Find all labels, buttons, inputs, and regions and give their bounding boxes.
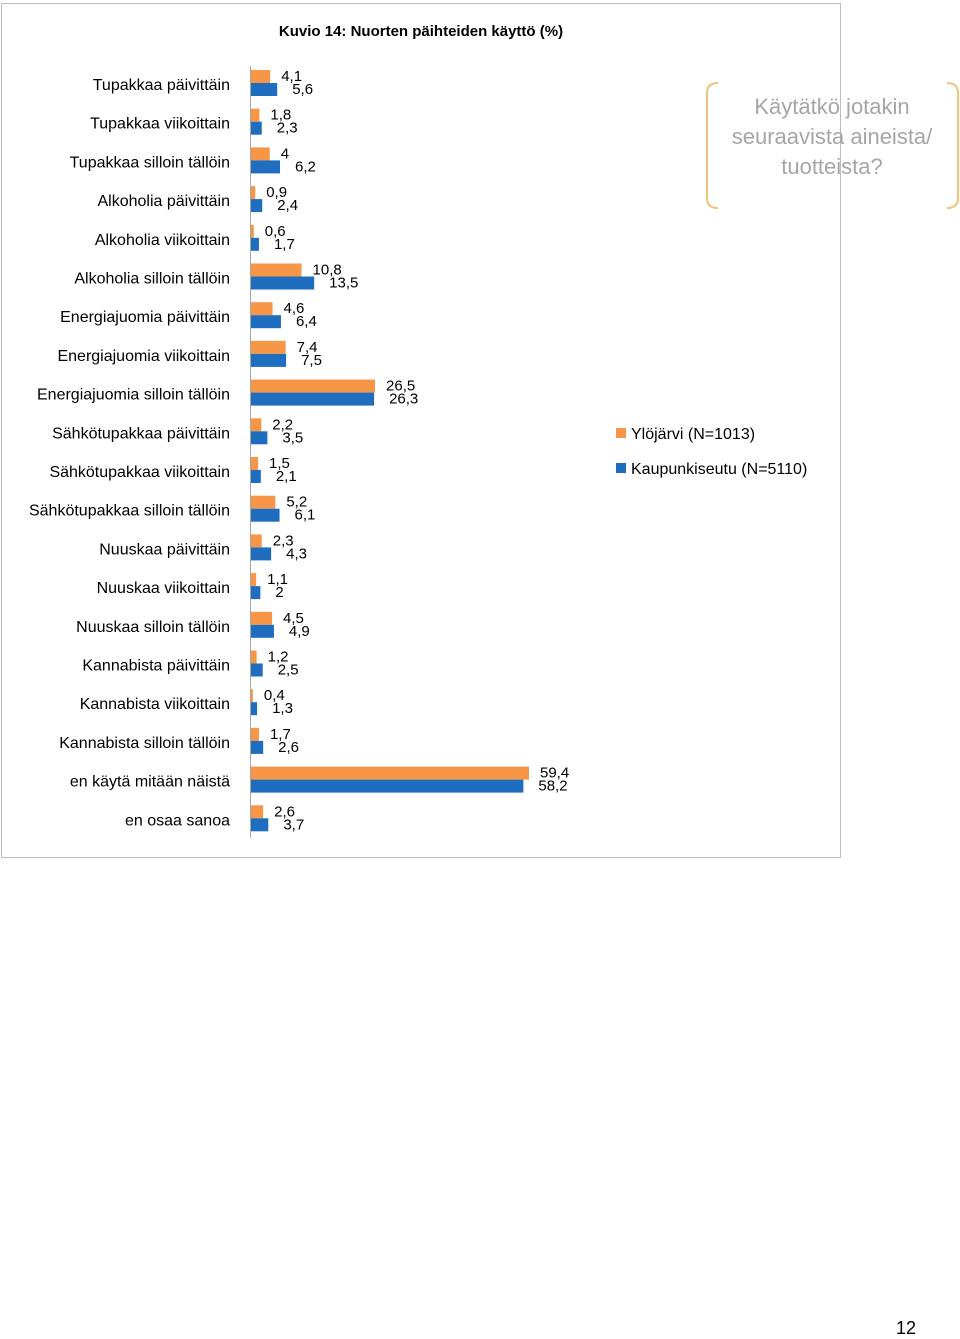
page-number: 12	[896, 1318, 917, 1338]
data-label: 3,7	[283, 816, 305, 834]
data-label: 0,9	[266, 184, 288, 202]
data-label: 1,5	[269, 455, 290, 472]
category-label: Tupakkaa viikoittain	[90, 115, 230, 133]
category-label: Kannabista viikoittain	[79, 696, 230, 714]
data-label: 5,6	[292, 81, 314, 98]
legend-swatch-ylojarvi	[616, 428, 626, 438]
data-label: 26,3	[389, 390, 419, 408]
bar-ylojarvi	[251, 186, 255, 199]
legend-label-kaupunkiseutu: Kaupunkiseutu (N=5110)	[631, 461, 808, 478]
bar-kaupunkiseutu	[251, 547, 271, 560]
bar-kaupunkiseutu	[251, 160, 280, 173]
bar-kaupunkiseutu	[251, 238, 259, 251]
data-label: 2	[275, 584, 284, 602]
callout-right-bracket	[947, 83, 958, 208]
data-label: 6,2	[295, 158, 316, 176]
bar-ylojarvi	[251, 496, 275, 509]
data-label: 6,1	[294, 506, 316, 524]
bar-ylojarvi	[251, 534, 262, 547]
bar-kaupunkiseutu	[251, 741, 263, 754]
category-label: Tupakkaa silloin tällöin	[69, 154, 230, 172]
question-callout	[707, 83, 958, 208]
callout-line-3: tuotteista?	[781, 154, 883, 179]
category-label: Nuuskaa silloin tällöin	[76, 618, 230, 636]
bar-ylojarvi	[251, 302, 273, 315]
data-label: 0,6	[264, 222, 286, 240]
category-label: Sähkötupakkaa viikoittain	[49, 464, 230, 481]
data-label: 4,5	[283, 609, 304, 627]
data-label: 13,5	[329, 274, 359, 292]
bar-kaupunkiseutu	[251, 315, 281, 328]
data-label: 2,3	[272, 532, 294, 550]
bar-ylojarvi	[251, 418, 261, 431]
data-label: 1,8	[270, 106, 292, 124]
chart-title: Kuvio 14: Nuorten päihteiden käyttö (%)	[278, 23, 564, 40]
bar-ylojarvi	[251, 264, 302, 277]
data-label: 3,5	[282, 429, 304, 447]
data-label: 58,2	[538, 777, 568, 795]
category-label: Energiajuomia viikoittain	[57, 347, 230, 365]
data-label: 6,4	[295, 313, 317, 331]
data-label: 2,4	[277, 197, 299, 215]
bar-ylojarvi	[251, 805, 263, 818]
bar-kaupunkiseutu	[251, 431, 267, 444]
legend-label-ylojarvi: Ylöjärvi (N=1013)	[631, 426, 756, 443]
category-label: Alkoholia päivittäin	[97, 193, 230, 211]
category-label: Sähkötupakkaa päivittäin	[52, 425, 230, 443]
data-label: 7,5	[301, 351, 322, 369]
data-label: 1,1	[267, 571, 289, 589]
category-label: Kannabista päivittäin	[82, 657, 230, 675]
data-label: 10,8	[312, 261, 342, 279]
bar-kaupunkiseutu	[251, 122, 262, 135]
data-label: 1,7	[273, 235, 295, 253]
category-label: Sähkötupakkaa silloin tällöin	[28, 502, 230, 520]
bar-kaupunkiseutu	[251, 199, 262, 212]
bar-kaupunkiseutu	[251, 664, 263, 677]
category-label: Alkoholia silloin tällöin	[74, 270, 230, 288]
callout-left-bracket	[707, 83, 718, 208]
legend	[616, 426, 807, 478]
bar-kaupunkiseutu	[251, 625, 274, 638]
data-label: 4,3	[286, 545, 307, 563]
category-label: Energiajuomia päivittäin	[60, 309, 230, 327]
data-label: 7,4	[296, 338, 318, 356]
data-label: 2,2	[272, 416, 294, 434]
data-label: 5,2	[286, 493, 308, 511]
data-label: 26,5	[386, 377, 416, 395]
category-label: Nuuskaa päivittäin	[99, 541, 230, 559]
bar-kaupunkiseutu	[251, 354, 286, 367]
bar-ylojarvi	[251, 457, 258, 470]
bar-ylojarvi	[251, 225, 254, 238]
bar-ylojarvi	[251, 767, 529, 780]
data-label: 2,5	[277, 661, 299, 679]
data-label: 4,9	[288, 622, 310, 640]
bar-kaupunkiseutu	[251, 586, 260, 599]
bar-ylojarvi	[251, 380, 375, 393]
bar-ylojarvi	[251, 573, 256, 586]
bar-ylojarvi	[251, 728, 259, 741]
category-label: en osaa sanoa	[125, 812, 230, 830]
data-label: 2,6	[278, 738, 300, 756]
data-label: 59,4	[539, 764, 570, 782]
data-label: 4,6	[283, 300, 305, 318]
bar-ylojarvi	[251, 341, 286, 354]
data-label: 2,3	[276, 119, 298, 137]
bar-ylojarvi	[251, 612, 272, 625]
callout-line-1: Käytätkö jotakin	[754, 94, 910, 119]
data-label: 4,1	[281, 68, 303, 85]
category-label: en käytä mitään näistä	[69, 773, 230, 791]
category-label: Tupakkaa päivittäin	[92, 77, 230, 94]
category-label: Nuuskaa viikoittain	[96, 580, 230, 598]
bar-kaupunkiseutu	[251, 780, 523, 793]
bar-ylojarvi	[251, 70, 270, 83]
data-label: 4	[280, 145, 290, 163]
data-label: 1,2	[267, 648, 289, 666]
category-label: Kannabista silloin tällöin	[59, 734, 230, 752]
bar-kaupunkiseutu	[251, 470, 261, 483]
data-label: 2,1	[275, 468, 297, 485]
bar-ylojarvi	[251, 109, 259, 122]
category-label: Energiajuomia silloin tällöin	[37, 386, 230, 404]
data-label: 0,4	[263, 687, 285, 705]
category-labels	[29, 77, 230, 829]
data-label: 1,7	[269, 725, 291, 743]
bar-kaupunkiseutu	[251, 702, 257, 715]
data-label: 2,6	[274, 803, 296, 821]
bar-ylojarvi	[251, 147, 270, 160]
bar-kaupunkiseutu	[251, 277, 314, 290]
bar-kaupunkiseutu	[251, 83, 277, 96]
legend-swatch-kaupunkiseutu	[616, 463, 626, 473]
bar-kaupunkiseutu	[251, 509, 280, 522]
bar-kaupunkiseutu	[251, 393, 374, 406]
bar-ylojarvi	[251, 651, 257, 664]
bar-ylojarvi	[251, 689, 253, 702]
value-labels	[264, 68, 569, 833]
bar-kaupunkiseutu	[251, 818, 268, 831]
callout-line-2: seuraavista aineista/	[731, 124, 933, 149]
category-label: Alkoholia viikoittain	[94, 231, 230, 249]
data-label: 1,3	[272, 700, 293, 718]
